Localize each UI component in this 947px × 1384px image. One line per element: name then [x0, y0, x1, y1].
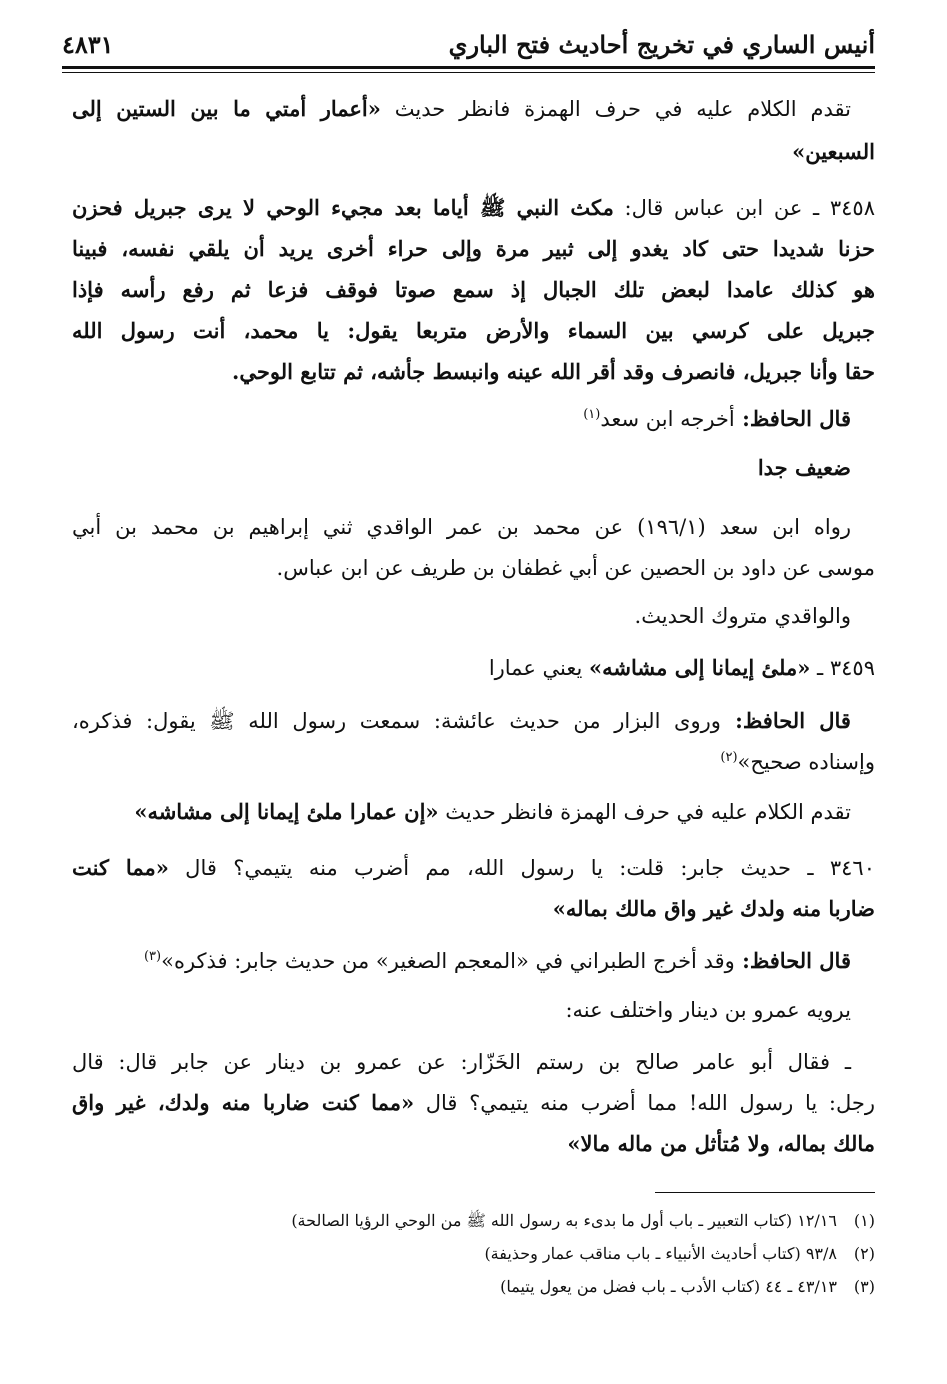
book-title: أنيس الساري في تخريج أحاديث فتح الباري — [448, 30, 875, 59]
text-line: يرويه عمرو بن دينار واختلف عنه: — [565, 998, 851, 1022]
text-line: السبعين» — [792, 139, 875, 164]
hafiz-statement: قال الحافظ: وروى البزار من حديث عائشة: سمعت رسول الله ﷺ يقول: فذكره، — [72, 708, 851, 733]
grading: ضعيف جدا — [757, 455, 851, 480]
text-line: ضاربا منه ولدك غير واق مالك بماله» — [552, 896, 875, 921]
text-line: هو كذلك عامدا لبعض تلك الجبال إذ سمع صوتا فوقف فزعا ثم رفع رأسه فإذا — [72, 277, 875, 302]
text-line: والواقدي متروك الحديث. — [634, 604, 851, 628]
text-line: ـ فقال أبو عامر صالح بن رستم الخَزّار: عن عمرو بن دينار عن جابر قال: قال — [72, 1050, 851, 1074]
text-line: حقا وأنا جبريل، فانصرف وقد أقر الله عينه وانبسط جأشه، ثم تتابع الوحي. — [232, 359, 875, 384]
hafiz-statement: قال الحافظ: أخرجه ابن سعد$^{(١)}$ — [583, 406, 851, 431]
footnote-rule — [655, 1192, 875, 1193]
footnote: (٣)٤٣/١٣ ـ ٤٤ (كتاب الأدب ـ باب فضل من يعول يتيما) — [500, 1277, 875, 1296]
text-line: رواه ابن سعد (١٩٦/١) عن محمد بن عمر الواقدي ثني إبراهيم بن محمد بن أبي — [72, 515, 851, 539]
header-rule-thin — [62, 72, 875, 73]
header-rule — [62, 66, 875, 69]
text-line: تقدم الكلام عليه في حرف الهمزة فانظر حديث «أعمار أمتي ما بين الستين إلى — [72, 96, 851, 121]
text-line: تقدم الكلام عليه في حرف الهمزة فانظر حديث «إن عمارا ملئ إيمانا إلى مشاشه» — [134, 799, 851, 824]
page-header — [62, 22, 875, 66]
footnote: (٢)٩٣/٨ (كتاب أحاديث الأنبياء ـ باب مناقب عمار وحذيفة) — [484, 1244, 875, 1263]
hadith-3460: ٣٤٦٠ ـ حديث جابر: قلت: يا رسول الله، مم أضرب منه يتيمي؟ قال «مما كنت — [72, 855, 875, 880]
page-number: ٤٨٣١ — [62, 30, 114, 59]
footnote: (١)١٢/١٦ (كتاب التعبير ـ باب أول ما بدىء به رسول الله ﷺ من الوحي الرؤيا الصالحة) — [291, 1211, 875, 1230]
text-line: حزنا شديدا حتى كاد يغدو إلى ثبير مرة وإلى حراء أخرى يريد أن يلقي نفسه، فبينا — [72, 236, 875, 261]
text-line: رجل: يا رسول الله! مما أضرب منه يتيمي؟ قال «مما كنت ضاربا منه ولدك، غير واق — [72, 1090, 875, 1115]
text-line: موسى عن داود بن الحصين عن أبي غطفان بن طريف عن ابن عباس. — [276, 556, 875, 580]
text-line: جبريل على كرسي بين السماء والأرض متربعا يقول: يا محمد، أنت رسول الله — [72, 318, 875, 343]
hafiz-statement: قال الحافظ: وقد أخرج الطبراني في «المعجم الصغير» من حديث جابر: فذكره»$^{(٣)}$ — [143, 948, 851, 973]
text-line: مالك بماله، ولا مُتأثل من ماله مالا» — [567, 1131, 875, 1156]
hadith-3458: ٣٤٥٨ ـ عن ابن عباس قال: مكث النبي ﷺ أياما بعد مجيء الوحي لا يرى جبريل فحزن — [72, 195, 875, 220]
text-line: وإسناده صحيح»$^{(٢)}$ — [720, 750, 875, 774]
hadith-3459: ٣٤٥٩ ـ «ملئ إيمانا إلى مشاشه» يعني عمارا — [488, 655, 875, 680]
